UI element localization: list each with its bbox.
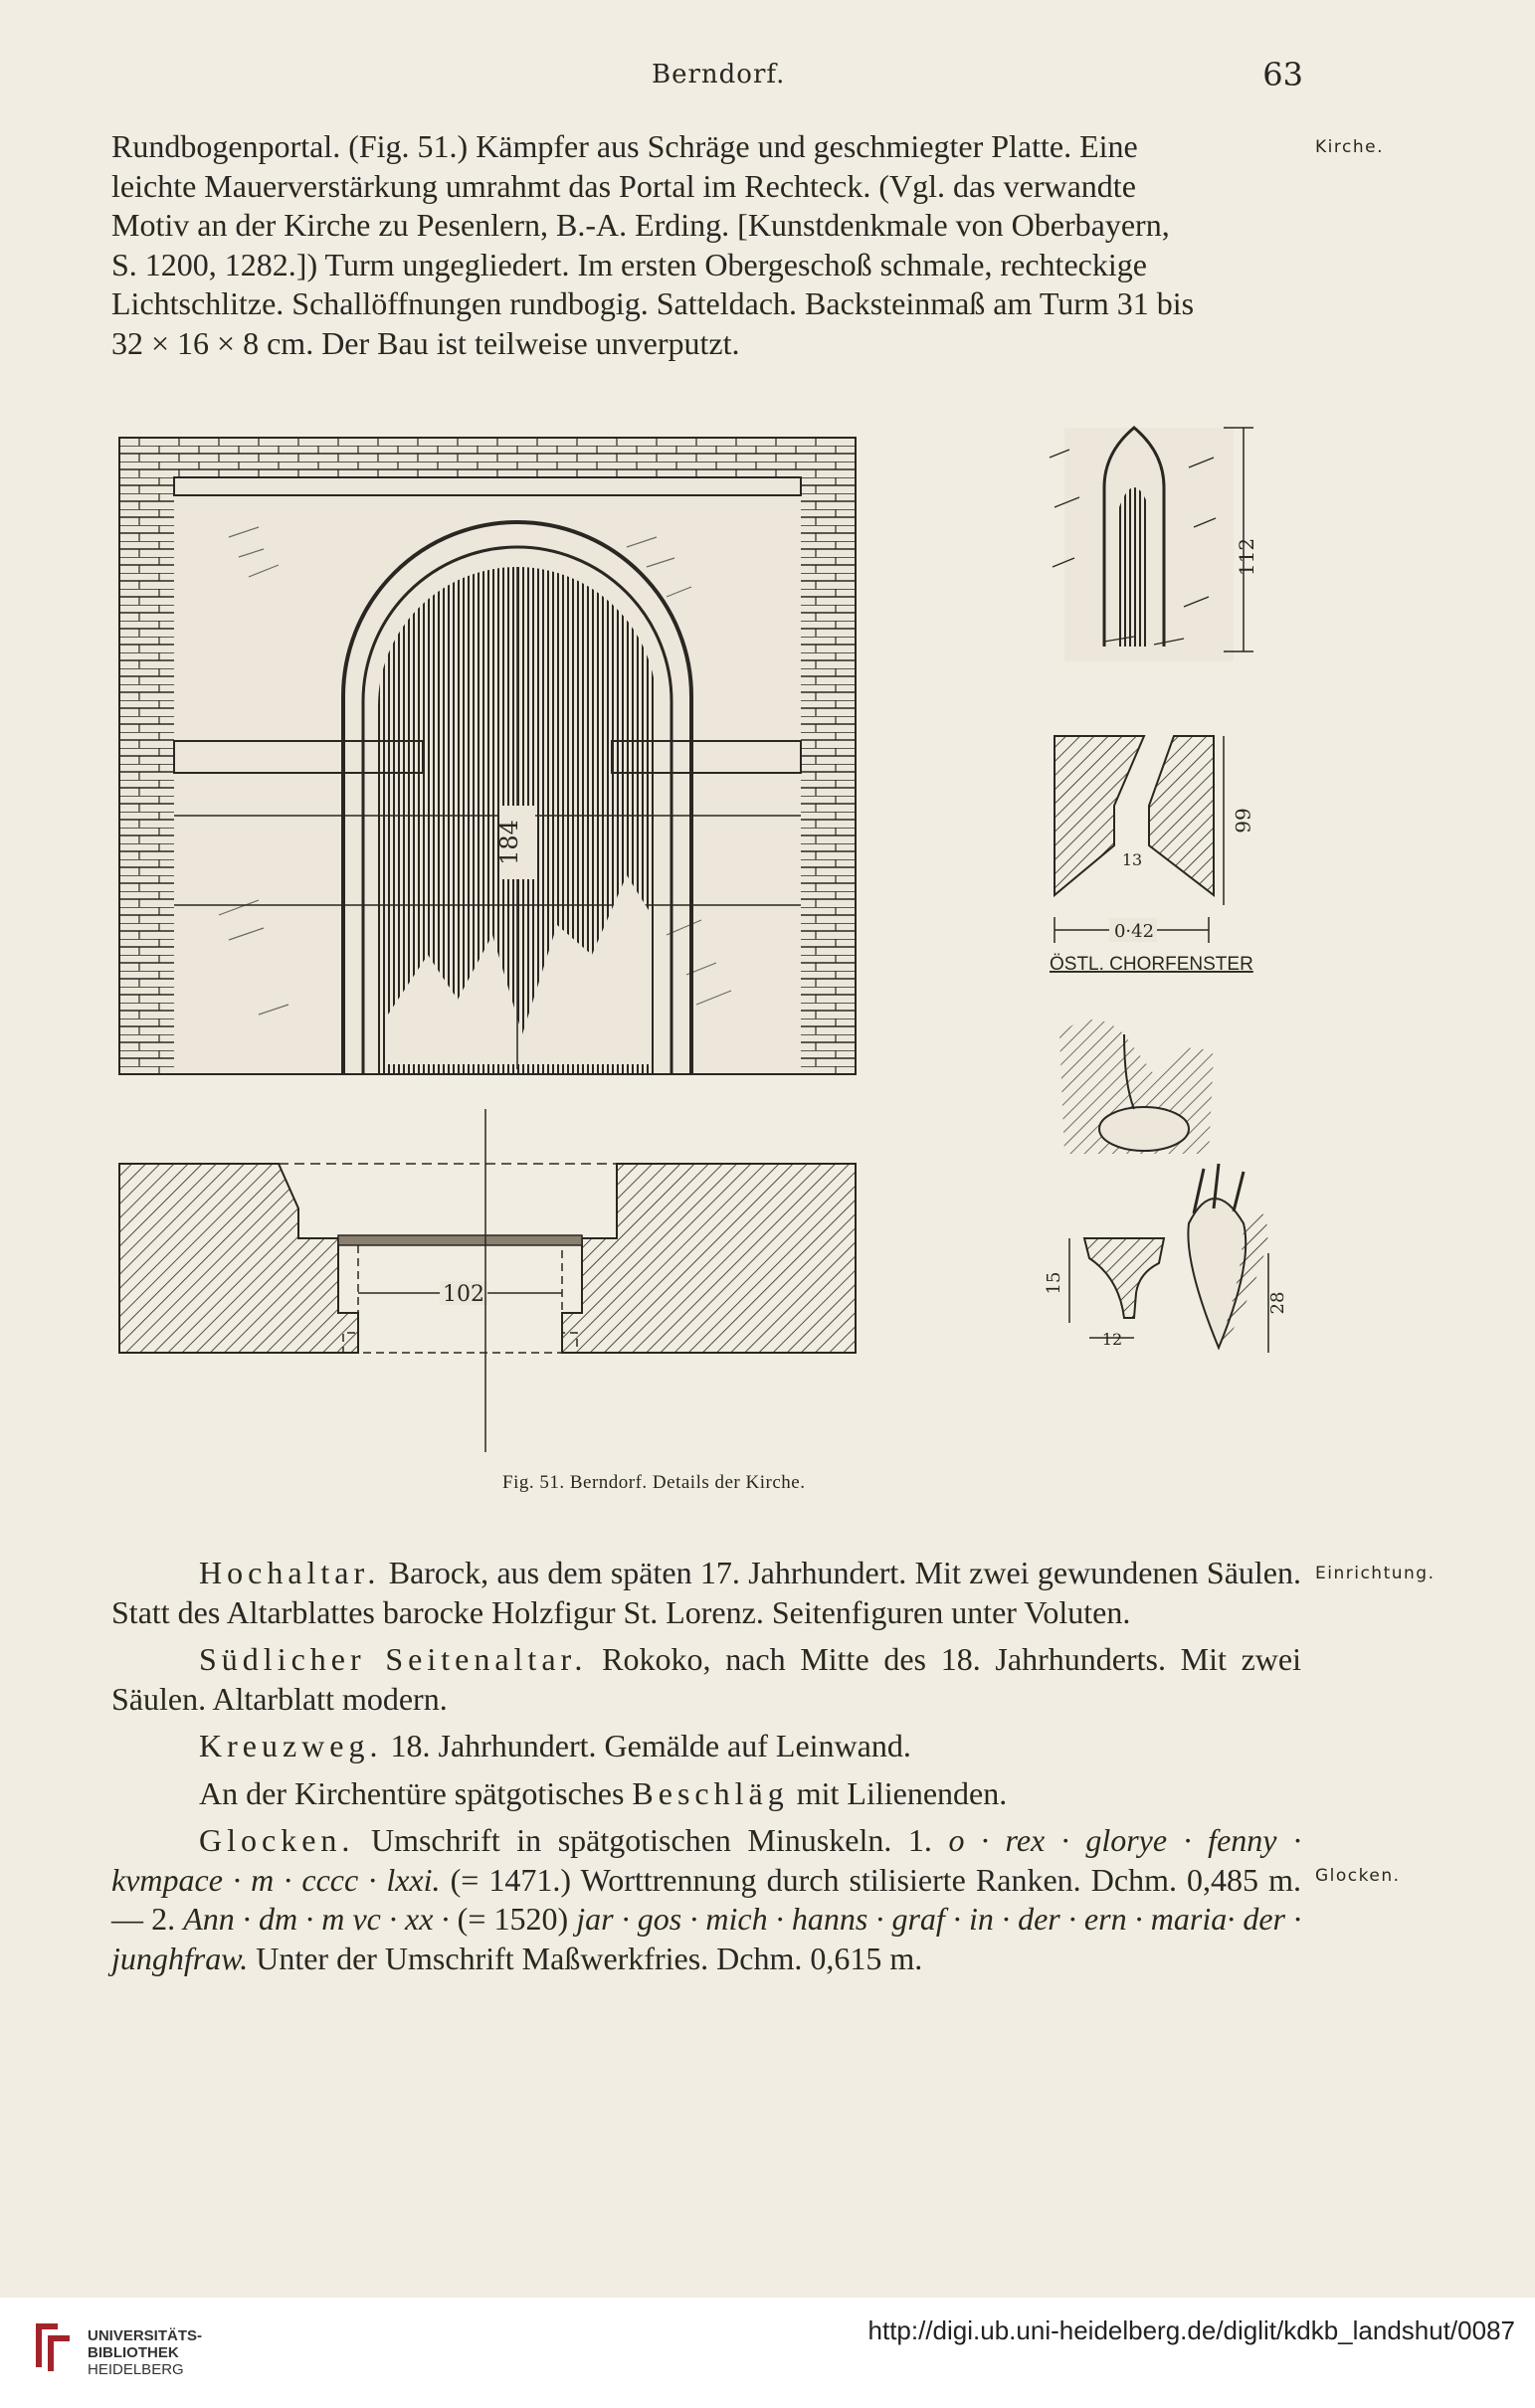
paragraph-hochaltar: [111, 1554, 1301, 1632]
page-url[interactable]: http://digi.ub.uni-heidelberg.de/diglit/kdkb_landshut/0087: [867, 2315, 1515, 2345]
window-inner-label: 13: [1121, 850, 1143, 869]
window-depth-label: 66: [1231, 808, 1254, 834]
term-beschlaeg: Beschläg: [632, 1774, 789, 1811]
library-line-1: UNIVERSITÄTS-: [88, 2327, 203, 2344]
page-number: 63: [1262, 56, 1303, 93]
library-line-2: BIBLIOTHEK: [88, 2344, 179, 2361]
term-glocken: Glocken.: [199, 1822, 355, 1858]
portal-plan: [119, 1109, 856, 1452]
page-header: [109, 56, 1303, 105]
text-line: S. 1200, 1282.]) Turm ungegliedert. Im ersten Obergeschoß schmale, rechteckige: [111, 246, 1147, 282]
paragraph-beschlaeg: [111, 1774, 1301, 1814]
text-line: Lichtschlitze. Schallöffnungen rundbogig. Satteldach. Backsteinmaß am Turm 31 bis: [111, 285, 1195, 321]
text-glocken-2: (= 1471.) Worttrennung durch stilisierte Ranken. Dchm. 0,485 m. — 2.: [111, 1861, 1302, 1937]
portal-height-label: 184: [495, 820, 523, 865]
library-line-3: HEIDELBERG: [88, 2361, 184, 2378]
paragraph-kreuzweg: [111, 1727, 1301, 1766]
ornament-height-label: 28: [1267, 1291, 1288, 1315]
text-line: 32 × 16 × 8 cm. Der Bau ist teilweise unverputzt.: [111, 324, 740, 361]
profile-width-label: 12: [1101, 1330, 1123, 1349]
profile-section: [1044, 1238, 1164, 1349]
text-line: Rundbogenportal. (Fig. 51.) Kämpfer aus Schräge und geschmiegter Platte. Eine: [111, 128, 1138, 164]
portal-elevation: [119, 438, 856, 1074]
text-kreuzweg: 18. Jahrhundert. Gemälde auf Leinwand.: [390, 1728, 911, 1763]
text-glocken-3: (= 1520): [457, 1901, 569, 1937]
paragraph-seitenaltar: [111, 1640, 1301, 1719]
window-height-label: 112: [1235, 537, 1258, 577]
text-beschlaeg-pre: An der Kirchentüre spätgotisches: [199, 1774, 625, 1811]
portal-width-label: 102: [443, 1282, 484, 1307]
window-title: ÖSTL. CHORFENSTER: [1050, 954, 1253, 975]
margin-note-kirche: Kirche.: [1315, 137, 1384, 157]
term-hochaltar: Hochaltar.: [199, 1555, 381, 1590]
paragraph-glocken: [111, 1821, 1301, 1978]
library-name: [88, 2327, 202, 2378]
window-width-label: 0·42: [1113, 921, 1155, 942]
margin-note-einrichtung: Einrichtung.: [1315, 1564, 1436, 1583]
profile-height-label: 15: [1044, 1271, 1064, 1295]
viewer-footer: [0, 2298, 1535, 2408]
running-title: Berndorf.: [652, 60, 786, 90]
window-section: [1050, 736, 1254, 975]
figure-drawing: [109, 398, 1313, 1452]
lily-ornament: [1188, 1164, 1288, 1353]
text-glocken-1: Umschrift in spätgotischen Minuskeln. 1.: [370, 1822, 932, 1858]
text-hochaltar: Barock, aus dem späten 17. Jahrhundert. Mit zwei gewundenen Säulen. Statt des Altarblattes barocke Holzfigur St. Lorenz. Seitenfiguren unter Voluten.: [111, 1555, 1302, 1630]
text-seitenaltar: Rokoko, nach Mitte des 18. Jahrhunderts. Mit zwei Säulen. Altarblatt modern.: [111, 1641, 1302, 1717]
inscription-1: o · rex · glorye · fenny · kvmpace · m · cccc · lxxi.: [111, 1822, 1302, 1898]
text-line: Motiv an der Kirche zu Pesenlern, B.-A. Erding. [Kunstdenkmale von Oberbayern,: [111, 207, 1170, 243]
window-elevation: [1050, 428, 1258, 661]
term-kreuzweg: Kreuzweg.: [199, 1728, 383, 1763]
text-beschlaeg-post: mit Lilienenden.: [796, 1774, 1008, 1811]
figure-caption: Fig. 51. Berndorf. Details der Kirche.: [502, 1472, 806, 1493]
text-line: leichte Mauerverstärkung umrahmt das Portal im Rechteck. (Vgl. das verwandte: [111, 167, 1136, 204]
figure-51: [109, 398, 1313, 1452]
library-logo-icon[interactable]: [30, 2315, 78, 2375]
inscription-2a: Ann · dm · m vc · xx ·: [183, 1901, 450, 1937]
top-paragraph: [111, 127, 1301, 363]
margin-note-glocken: Glocken.: [1315, 1866, 1401, 1886]
text-glocken-4: Unter der Umschrift Maßwerkfries. Dchm. 0,615 m.: [256, 1940, 923, 1976]
inscription-2b: jar · gos · mich · hanns · graf · in · der · ern · maria· der · junghfraw.: [111, 1901, 1302, 1976]
einrichtung-section: [111, 1554, 1301, 1978]
term-seitenaltar: Südlicher Seitenaltar.: [199, 1641, 588, 1677]
column-base-sketch: [1059, 1019, 1214, 1154]
